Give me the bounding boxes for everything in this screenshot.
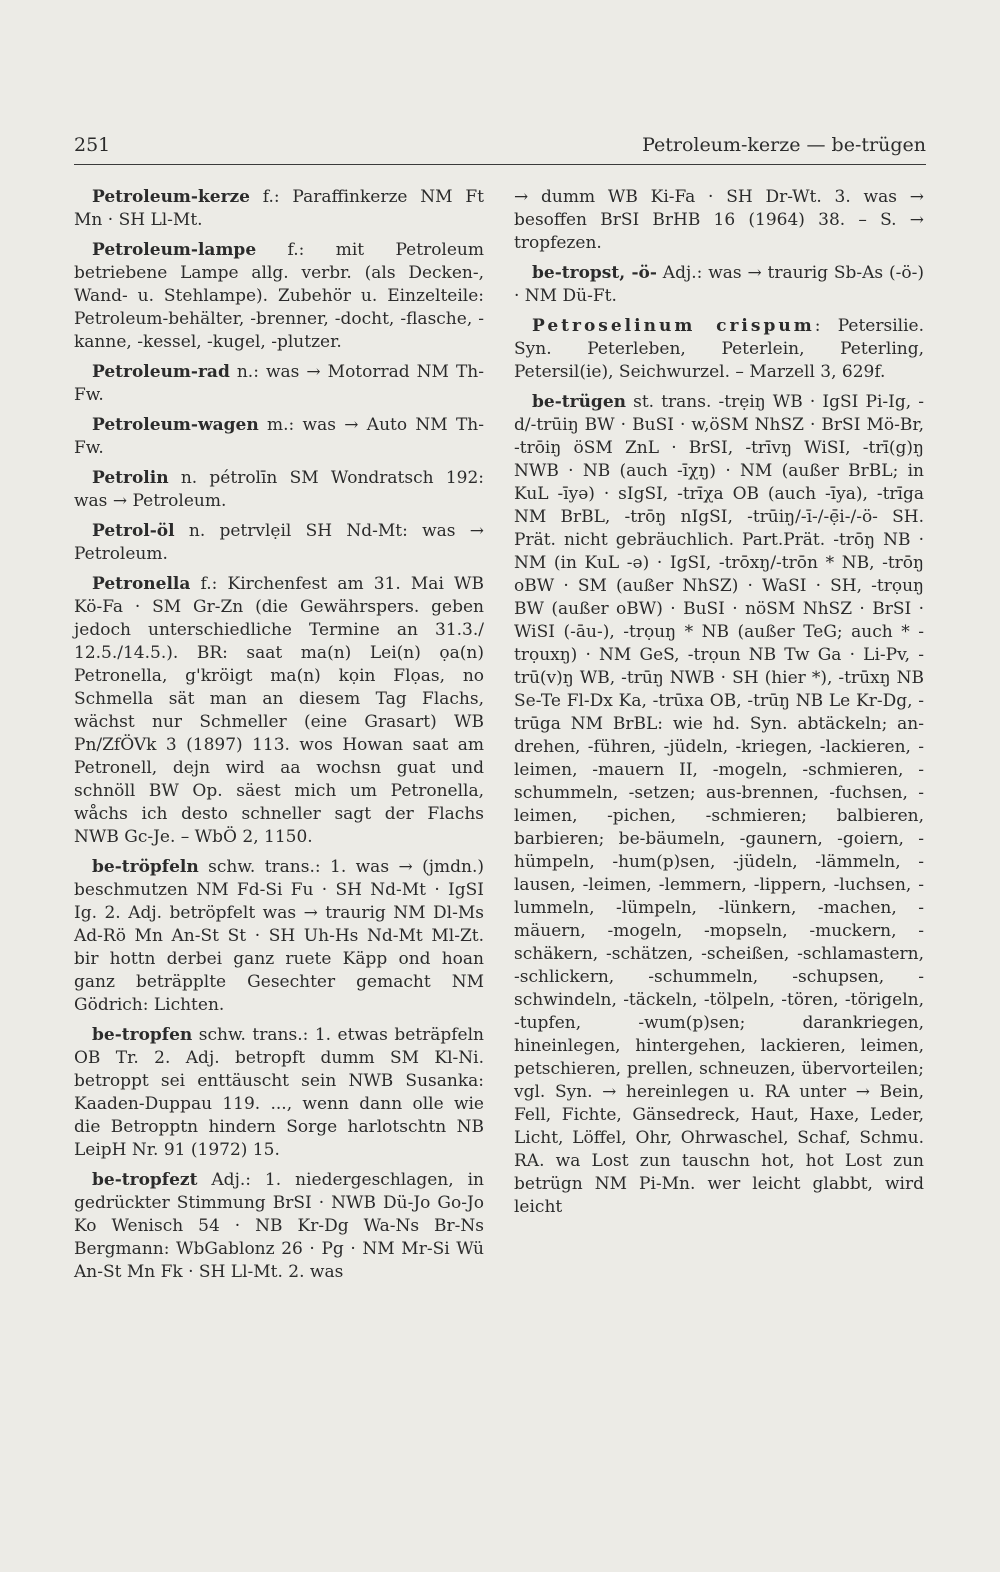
page-header: [74, 134, 926, 165]
dictionary-entry: [74, 1024, 484, 1162]
dictionary-entry: [74, 467, 484, 513]
dictionary-entry: [74, 1169, 484, 1284]
headword: Petrolin: [92, 468, 169, 488]
page-number: 251: [74, 134, 111, 156]
dictionary-entry: [74, 573, 484, 849]
entry-body: → dumm WB Ki-Fa · SH Dr-Wt. 3. was → besoffen BrSI BrHB 16 (1964) 38. – S. → tropfezen.: [514, 187, 924, 253]
headword: Petroleum-wagen: [92, 415, 259, 435]
dictionary-entry-continued: [514, 186, 924, 255]
entry-body: f.: Paraffinkerze NM Ft Mn · SH Ll-Mt.: [74, 187, 484, 230]
headword: Petronella: [92, 574, 191, 594]
headword: Petroleum-lampe: [92, 240, 257, 260]
entry-body: : Petersilie. Syn. Peterleben, Peterlein, Peterling, Petersil(ie), Seichwurzel. – Marzell 3, 629f.: [514, 316, 924, 382]
entry-body: st. trans. -trẹiŋ WB · IgSI Pi-Ig, -d/-trūiŋ BW · BuSI · w,öSM NhSZ · BrSI Mö-Br, -trōiŋ öSM ZnL · BrSI, -trīvŋ WiSI, -trī(g)ŋ NWB · NB (auch -īχŋ) · NM (außer BrBL; in KuL -īyə) · sIgSI, -trīχa OB (auch -īya), -trīga NM BrBL, -trōŋ nIgSI, -trūiŋ/-ī-/-ẹ̄i-/-ö- SH. Prät. nicht gebräuchlich. Part.Prät. -trōŋ NB · NM (in KuL -ə) · IgSI, -trōxŋ/-trōn * NB, -trōŋ oBW · SM (außer NhSZ) · WaSI · SH, -trọuŋ BW (außer oBW) · BuSI · nöSM NhSZ · BrSI · WiSI (-āu-), -trọuŋ * NB (außer TeG; auch * -trọuxŋ) · NM GeS, -trọun NB Tw Ga · Li-Pv, -trū(v)ŋ WB, -trūŋ NWB · SH (hier *), -trūxŋ NB Se-Te Fl-Dx Ka, -trūxa OB, -trūŋ NB Le Kr-Dg, -trūga NM BrBL: wie hd. Syn. abtäckeln; an-drehen, -führen, -jüdeln, -kriegen, -lackieren, -leimen, -mauern II, -mogeln, -schmieren, -schummeln, -setzen; aus-brennen, -fuchsen, -leimen, -pichen, -schmieren; balbieren, barbieren; be-bäumeln, -gaunern, -goiern, -hümpeln, -hum(p)sen, -jüdeln, -lämmeln, -lausen, -leimen, -lemmern, -lippern, -luchsen, -lummeln, -lümpeln, -lünkern, -machen, -mäuern, -mogeln, -mopseln, -muckern, -schäkern, -schätzen, -scheißen, -schlamastern, -schlickern, -schummeln, -schupsen, -schwindeln, -täckeln, -tölpeln, -tören, -törigeln, -tupfen, -wum(p)sen; darankriegen, hineinlegen, hintergehen, lackieren, leimen, petschieren, prellen, schneuzen, übervorteilen; vgl. Syn. → hereinlegen u. RA unter → Bein, Fell, Fichte, Gänsedreck, Haut, Haxe, Leder, Licht, Löffel, Ohr, Ohrwaschel, Schaf, Schmu. RA. wa Lost zun tauschn hot, hot Lost zun betrügn NM Pi-Mn. wer leicht glabbt, wird leicht: [514, 392, 924, 1217]
headword: Petroleum-kerze: [92, 187, 250, 207]
dictionary-entry: [74, 856, 484, 1017]
left-column: [74, 186, 484, 1291]
headword: be-tröpfeln: [92, 857, 199, 877]
entry-body: n.: was → Motorrad NM Th-Fw.: [74, 362, 484, 405]
headword: Petroleum-rad: [92, 362, 230, 382]
headword: be-tropst, -ö-: [532, 263, 657, 283]
entry-body: m.: was → Auto NM Th-Fw.: [74, 415, 484, 458]
headword: be-trügen: [532, 392, 626, 412]
entry-body: Adj.: was → traurig Sb-As (-ö-) · NM Dü-Ft.: [514, 263, 924, 306]
entry-body: n. petrvlẹil SH Nd-Mt: was → Petroleum.: [74, 521, 484, 564]
dictionary-entry: [514, 315, 924, 384]
entry-body: f.: mit Petroleum betriebene Lampe allg. verbr. (als Decken-, Wand- u. Stehlampe). Zubehör u. Einzelteile: Petroleum-behälter, -brenner, -docht, -flasche, -kanne, -kessel, -kugel, -plutzer.: [74, 240, 484, 352]
entry-body: n. pétrolīn SM Wondratsch 192: was → Petroleum.: [74, 468, 484, 511]
entry-body: f.: Kirchenfest am 31. Mai WB Kö-Fa · SM Gr-Zn (die Gewährspers. geben jedoch unterschiedliche Termine an 31.3./ 12.5./14.5.). BR: saat ma(n) Lei(n) ọa(n) Petronella, g'kröigt ma(n) kọin Flọas, no Schmella sät man an diesem Tag Flachs, wächst nur Schmeller (eine Grasart) WB Pn/ZfÖVk 3 (1897) 113. wos Howan saat am Petronell, dejn wird aa wochsn guat und schnöll BW Op. säest mich um Petronella, wåchs ich desto schneller sagt der Flachs NWB Gc-Je. – WbÖ 2, 1150.: [74, 574, 484, 847]
entry-body: Adj.: 1. niedergeschlagen, in gedrückter Stimmung BrSI · NWB Dü-Jo Go-Jo Ko Wenisch 54 · NB Kr-Dg Wa-Ns Br-Ns Bergmann: WbGablonz 26 · Pg · NM Mr-Si Wü An-St Mn Fk · SH Ll-Mt. 2. was: [74, 1170, 484, 1282]
dictionary-entry: [74, 186, 484, 232]
running-head: Petroleum-kerze — be-trügen: [642, 134, 926, 156]
right-column: [514, 186, 924, 1226]
entry-body: schw. trans.: 1. etwas beträpfeln OB Tr. 2. Adj. betropft dumm SM Kl-Ni. betroppt sei enttäuscht sein NWB Susanka: Kaaden-Duppau 119. ..., wenn dann olle wie die Betropptn hindern Sorge harlotschtn NB LeipH Nr. 91 (1972) 15.: [74, 1025, 484, 1160]
dictionary-entry: [514, 262, 924, 308]
entry-body: schw. trans.: 1. was → (jmdn.) beschmutzen NM Fd-Si Fu · SH Nd-Mt · IgSI Ig. 2. Adj. betröpfelt was → traurig NM Dl-Ms Ad-Rö Mn An-St St · SH Uh-Hs Nd-Mt Ml-Zt. bir hottn derbei ganz ruete Käpp ond hoan ganz beträpplte Gesechter gemacht NM Gödrich: Lichten.: [74, 857, 484, 1015]
headword: be-tropfen: [92, 1025, 193, 1045]
headword: Petroselinum crispum: [532, 316, 815, 336]
dictionary-entry: [74, 361, 484, 407]
dictionary-entry: [514, 391, 924, 1219]
dictionary-entry: [74, 239, 484, 354]
headword: be-tropfezt: [92, 1170, 198, 1190]
dictionary-entry: [74, 520, 484, 566]
dictionary-entry: [74, 414, 484, 460]
headword: Petrol-öl: [92, 521, 175, 541]
